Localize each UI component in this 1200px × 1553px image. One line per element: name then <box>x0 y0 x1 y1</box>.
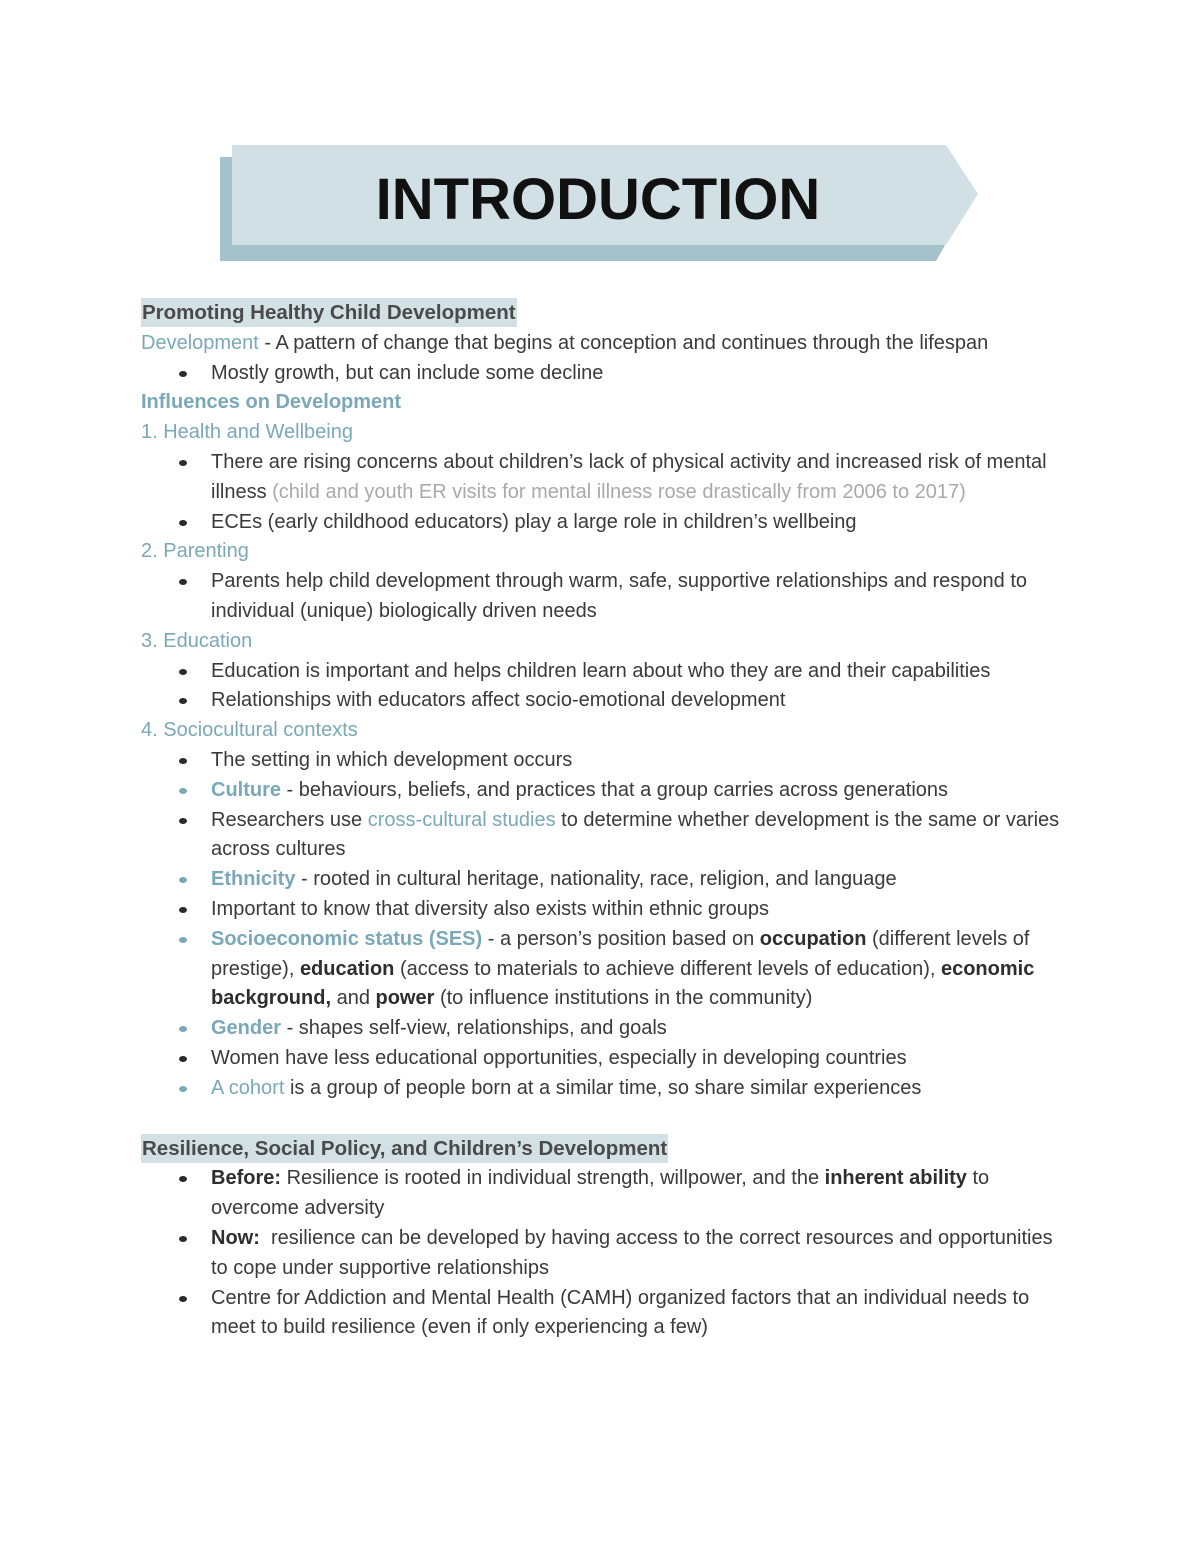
list-item-text: Important to know that diversity also exists within ethnic groups <box>211 897 770 920</box>
document-body <box>141 298 1081 1343</box>
bold-term: Before: <box>211 1167 282 1190</box>
list-item <box>141 925 1081 1014</box>
list-item <box>141 686 1081 716</box>
numbered-subheading: 4. Sociocultural contexts <box>141 719 358 742</box>
list-item <box>141 1224 1081 1284</box>
list-item-text: ECEs (early childhood educators) play a large role in children’s wellbeing <box>211 510 857 533</box>
bold-term: education <box>299 957 395 980</box>
bullet-icon <box>179 758 187 764</box>
bullet-icon <box>179 1176 187 1182</box>
definition: (different levels of prestige), <box>211 927 1030 980</box>
bullet-icon <box>179 1056 187 1062</box>
bullet-icon <box>179 907 187 913</box>
bullet-icon <box>179 371 187 377</box>
list-item <box>141 776 1081 806</box>
bullet-icon <box>179 579 187 585</box>
list-item-text: Education is important and helps children learn about who they are and their capabilities <box>211 659 991 682</box>
list-item <box>141 1164 1081 1224</box>
list-item-text: Centre for Addiction and Mental Health (CAMH) organized factors that an individual needs to meet to build resilience (even if only experiencing a few) <box>211 1286 1030 1339</box>
term: Culture <box>211 778 281 801</box>
page-title: INTRODUCTION <box>375 166 821 232</box>
list-item <box>141 359 1081 389</box>
list-item <box>141 657 1081 687</box>
list-item <box>141 865 1081 895</box>
list-item <box>141 1284 1081 1344</box>
definition: is a group of people born at a similar time, so share similar experiences <box>284 1076 922 1099</box>
list-item-text: to overcome adversity <box>211 1167 990 1220</box>
bold-term: Now: <box>211 1226 260 1249</box>
note-text: (child and youth ER visits for mental illness rose drastically from 2006 to 2017) <box>272 480 966 503</box>
numbered-subheading: 2. Parenting <box>141 540 249 563</box>
definition: and <box>331 987 376 1010</box>
bullet-icon <box>179 818 187 824</box>
bold-term: power <box>375 987 435 1010</box>
list-item <box>141 508 1081 538</box>
subheading: Influences on Development <box>141 391 402 414</box>
bold-term: economic background, <box>211 957 1035 1010</box>
term: Socioeconomic status (SES) <box>211 927 483 950</box>
list-item-text: Resilience is rooted in individual strength, willpower, and the <box>281 1167 825 1190</box>
list-item <box>141 1014 1081 1044</box>
term: Gender <box>211 1017 282 1040</box>
bullet-icon <box>179 1296 187 1302</box>
list-item-text: Researchers use <box>211 808 368 831</box>
definition: - rooted in cultural heritage, nationality, race, religion, and language <box>295 868 897 891</box>
term: Development <box>141 331 259 354</box>
bullet-icon <box>179 877 187 883</box>
definition: - behaviours, beliefs, and practices that a group carries across generations <box>281 778 949 801</box>
bold-term: inherent ability <box>824 1167 967 1190</box>
definition: (to influence institutions in the community) <box>434 987 813 1010</box>
bullet-icon <box>179 1236 187 1242</box>
list-item <box>141 1074 1081 1104</box>
list-item <box>141 895 1081 925</box>
bullet-icon <box>179 1026 187 1032</box>
list-item-text: Parents help child development through warm, safe, supportive relationships and respond to individual (unique) biologically driven needs <box>211 570 1028 622</box>
bullet-icon <box>179 669 187 675</box>
definition: (access to materials to achieve different levels of education), <box>394 957 941 980</box>
bullet-icon <box>179 520 187 526</box>
term: A cohort <box>211 1076 285 1099</box>
list-item <box>141 567 1081 627</box>
section-heading: Resilience, Social Policy, and Children’s Development <box>141 1134 668 1163</box>
title-banner <box>218 143 982 263</box>
bullet-icon <box>179 698 187 704</box>
list-item <box>141 1044 1081 1074</box>
bullet-icon <box>179 788 187 794</box>
definition: - A pattern of change that begins at conception and continues through the lifespan <box>258 331 989 354</box>
bullet-icon <box>179 1086 187 1092</box>
list-item-text: Relationships with educators affect socio-emotional development <box>211 689 786 712</box>
list-item-text: resilience can be developed by having access to the correct resources and opportunities to cope under supportive relationships <box>211 1226 1059 1279</box>
numbered-subheading: 3. Education <box>141 629 253 652</box>
list-item-text: Mostly growth, but can include some decline <box>211 361 604 384</box>
term: Ethnicity <box>211 868 296 891</box>
list-item-text: to determine whether development is the same or varies across cultures <box>211 808 1060 861</box>
list-item <box>141 448 1081 508</box>
list-item <box>141 746 1081 776</box>
list-item-text: Women have less educational opportunities, especially in developing countries <box>211 1046 907 1069</box>
list-item <box>141 806 1081 866</box>
numbered-subheading: 1. Health and Wellbeing <box>141 421 353 444</box>
definition: - a person’s position based on <box>482 927 760 950</box>
bullet-icon <box>179 460 187 466</box>
definition: - shapes self-view, relationships, and goals <box>281 1017 667 1040</box>
section-heading: Promoting Healthy Child Development <box>141 298 517 327</box>
definition-line <box>141 329 1081 359</box>
list-item-text: There are rising concerns about children’s lack of physical activity and increased risk of mental illness <box>211 450 1047 503</box>
bold-term: occupation <box>759 927 867 950</box>
list-item-text: The setting in which development occurs <box>211 748 573 771</box>
bullet-icon <box>179 937 187 943</box>
term: cross-cultural studies <box>367 808 556 831</box>
